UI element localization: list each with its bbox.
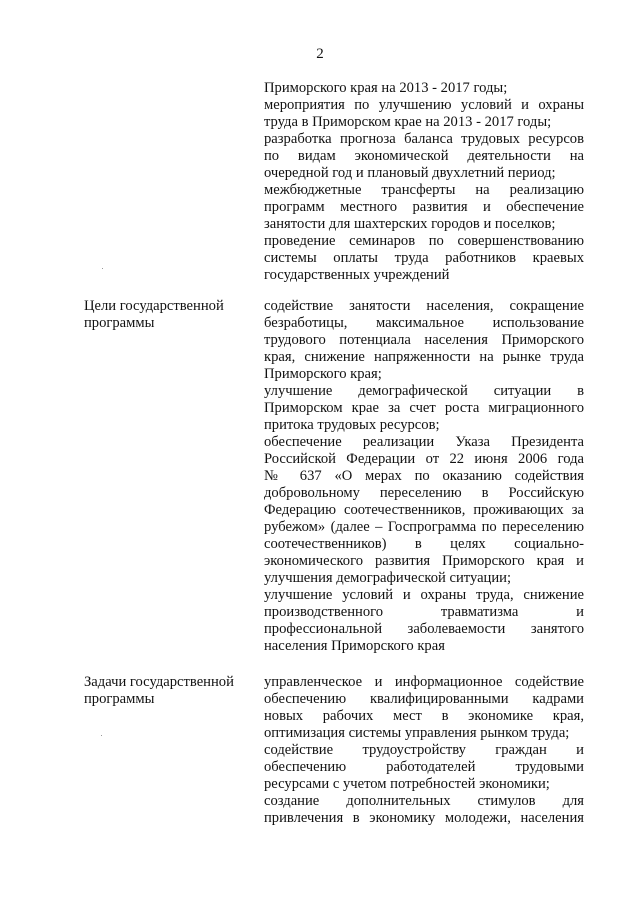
tasks-line: оптимизация системы управления рынком труда;: [264, 725, 570, 741]
goals-line: рубежом» (далее – Госпрограмма по переселению: [264, 519, 584, 535]
section-label-line: программы: [84, 315, 155, 331]
goals-line: Российской Федерации от 22 июня 2006 года: [264, 451, 584, 467]
goals-line: добровольному переселению в Российскую: [264, 485, 584, 501]
goals-line: населения Приморского края: [264, 638, 445, 654]
intro-line: программ местного развития и обеспечение: [264, 199, 584, 215]
goals-line: улучшение условий и охраны труда, снижение: [264, 587, 584, 603]
intro-line: государственных учреждений: [264, 267, 450, 283]
tasks-line: содействие трудоустройству граждан и: [264, 742, 584, 758]
intro-line: занятости для шахтерских городов и поселков;: [264, 216, 556, 232]
goals-line: безработицы, максимальное использование: [264, 315, 584, 331]
section-label-line: Задачи государственной: [84, 674, 234, 690]
intro-line: мероприятия по улучшению условий и охраны: [264, 97, 584, 113]
tasks-line: привлечения в экономику молодежи, населения: [264, 810, 584, 826]
tasks-line: создание дополнительных стимулов для: [264, 793, 584, 809]
tasks-text: [264, 674, 584, 827]
goals-label: [84, 298, 254, 332]
tasks-line: обеспечению квалифицированными кадрами: [264, 691, 584, 707]
intro-line: системы оплаты труда работников краевых: [264, 250, 584, 266]
goals-line: притока трудовых ресурсов;: [264, 417, 440, 433]
goals-text: [264, 298, 584, 655]
goals-line: Приморского края;: [264, 366, 382, 382]
goals-line: экономического развития Приморского края и: [264, 553, 584, 569]
intro-line: межбюджетные трансферты на реализацию: [264, 182, 584, 198]
intro-line: труда в Приморском крае на 2013 - 2017 годы;: [264, 114, 552, 130]
intro-line: разработка прогноза баланса трудовых ресурсов: [264, 131, 584, 147]
intro-line: проведение семинаров по совершенствованию: [264, 233, 584, 249]
page-number: 2: [316, 46, 324, 62]
intro-line: Приморского края на 2013 - 2017 годы;: [264, 80, 508, 96]
section-label-line: программы: [84, 691, 155, 707]
tasks-line: новых рабочих мест в экономике края,: [264, 708, 584, 724]
tasks-line: ресурсами с учетом потребностей экономики;: [264, 776, 550, 792]
goals-line: содействие занятости населения, сокращение: [264, 298, 584, 314]
intro-line: по видам экономической деятельности на: [264, 148, 584, 164]
goals-line: Федерацию соотечественников, проживающих за: [264, 502, 584, 518]
intro-block: [264, 80, 584, 284]
goals-line: Приморском крае за счет роста миграционного: [264, 400, 584, 416]
goals-line: края, снижение напряженности на рынке труда: [264, 349, 584, 365]
goals-line: производственного травматизма и: [264, 604, 584, 620]
tasks-line: управленческое и информационное содействие: [264, 674, 584, 690]
tasks-line: обеспечению работодателей трудовыми: [264, 759, 584, 775]
goals-line: улучшение демографической ситуации в: [264, 383, 584, 399]
scan-speck: [102, 268, 103, 269]
goals-line: улучшения демографической ситуации;: [264, 570, 512, 586]
tasks-label: [84, 674, 254, 708]
intro-line: очередной год и плановый двухлетний период;: [264, 165, 556, 181]
goals-line: соотечественников) в целях социально-: [264, 536, 584, 552]
goals-line: профессиональной заболеваемости занятого: [264, 621, 584, 637]
goals-line: трудового потенциала населения Приморского: [264, 332, 584, 348]
goals-line: № 637 «О мерах по оказанию содействия: [264, 468, 584, 484]
scan-speck: [101, 735, 102, 736]
section-label-line: Цели государственной: [84, 298, 224, 314]
goals-line: обеспечение реализации Указа Президента: [264, 434, 584, 450]
